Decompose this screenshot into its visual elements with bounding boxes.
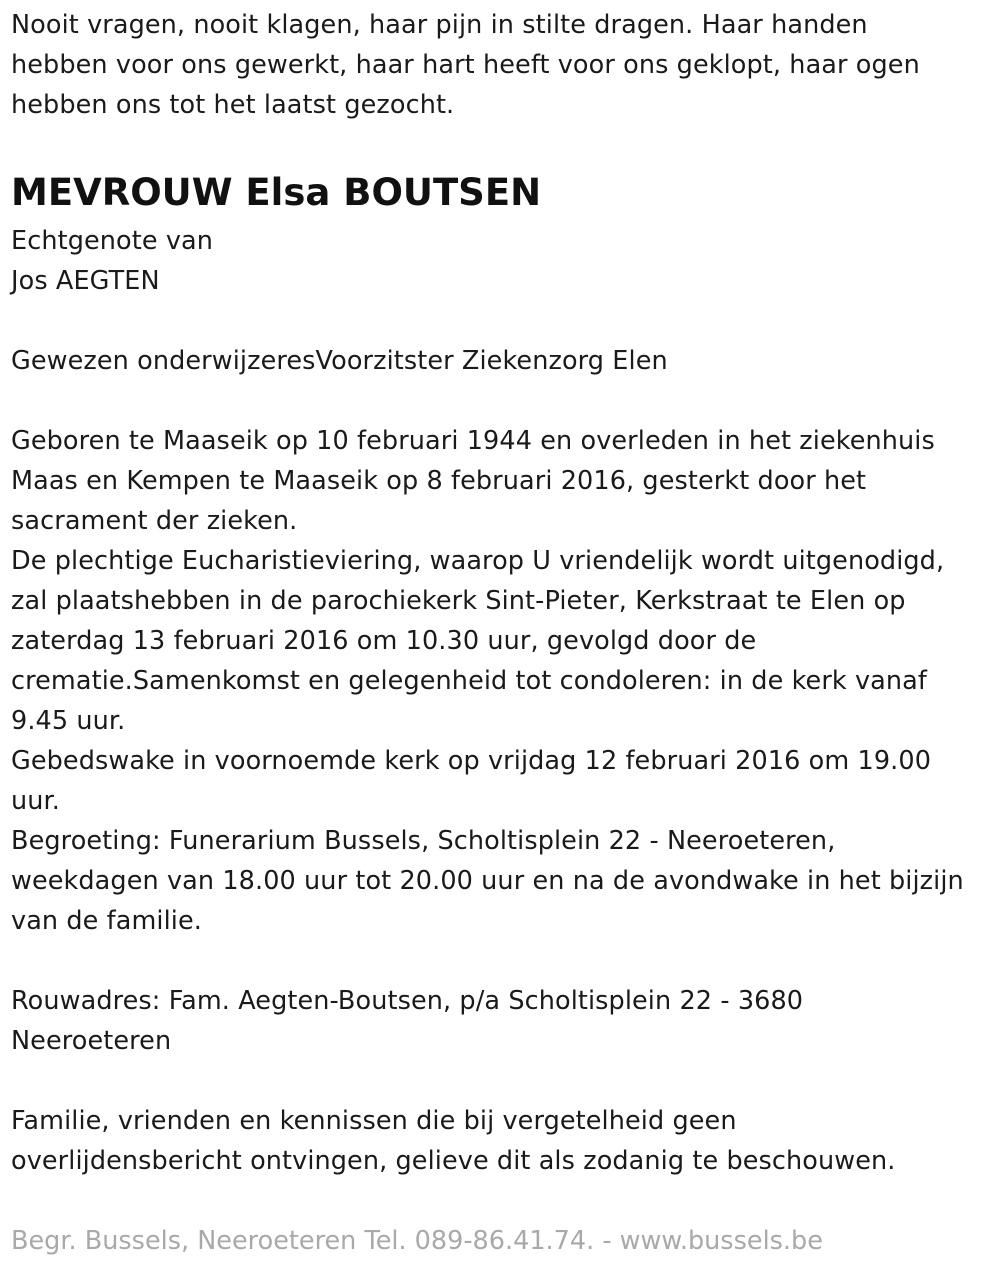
details-line: zaterdag 13 februari 2016 om 10.30 uur, gevolgd door de (11, 626, 757, 656)
mourning-address (11, 981, 996, 1061)
details-line: sacrament der zieken. (11, 506, 298, 536)
notice-line: Familie, vrienden en kennissen die bij vergetelheid geen (11, 1106, 737, 1136)
funeral-home-footer: Begr. Bussels, Neeroeteren Tel. 089-86.41.74. - www.bussels.be (11, 1226, 823, 1256)
obituary-notice (11, 5, 996, 1261)
spacer (11, 1061, 996, 1101)
details-line: Begroeting: Funerarium Bussels, Scholtisplein 22 - Neeroeteren, (11, 826, 836, 856)
details-line: zal plaatshebben in de parochiekerk Sint-Pieter, Kerkstraat te Elen op (11, 586, 906, 616)
details-line: van de familie. (11, 906, 202, 936)
details-line: Geboren te Maaseik op 10 februari 1944 en overleden in het ziekenhuis (11, 426, 935, 456)
details-line: De plechtige Eucharistieviering, waarop U vriendelijk wordt uitgenodigd, (11, 546, 945, 576)
details-line: weekdagen van 18.00 uur tot 20.00 uur en na de avondwake in het bijzijn (11, 866, 964, 896)
spouse-name: Jos AEGTEN (11, 266, 160, 296)
funeral-details (11, 421, 996, 941)
opening-quote (11, 5, 996, 125)
spacer (11, 301, 996, 341)
details-line: crematie.Samenkomst en gelegenheid tot condoleren: in de kerk vanaf (11, 666, 927, 696)
spacer (11, 941, 996, 981)
address-line: Rouwadres: Fam. Aegten-Boutsen, p/a Scholtisplein 22 - 3680 (11, 986, 804, 1016)
details-line: Gebedswake in voornoemde kerk op vrijdag 12 februari 2016 om 19.00 (11, 746, 932, 776)
details-line: uur. (11, 786, 60, 816)
address-line: Neeroeteren (11, 1026, 172, 1056)
spacer (11, 125, 996, 165)
quote-line: hebben ons tot het laatst gezocht. (11, 90, 455, 120)
spouse-intro: Echtgenote van (11, 226, 214, 256)
quote-line: hebben voor ons gewerkt, haar hart heeft voor ons geklopt, haar ogen (11, 50, 920, 80)
spacer (11, 381, 996, 421)
details-line: Maas en Kempen te Maaseik op 8 februari 2016, gesterkt door het (11, 466, 867, 496)
details-line: 9.45 uur. (11, 706, 126, 736)
deceased-name: MEVROUW Elsa BOUTSEN (11, 171, 542, 214)
notice-line: overlijdensbericht ontvingen, gelieve dit als zodanig te beschouwen. (11, 1146, 896, 1176)
family-notice (11, 1101, 996, 1181)
spacer (11, 1181, 996, 1221)
occupation: Gewezen onderwijzeresVoorzitster Ziekenzorg Elen (11, 346, 668, 376)
quote-line: Nooit vragen, nooit klagen, haar pijn in stilte dragen. Haar handen (11, 10, 868, 40)
